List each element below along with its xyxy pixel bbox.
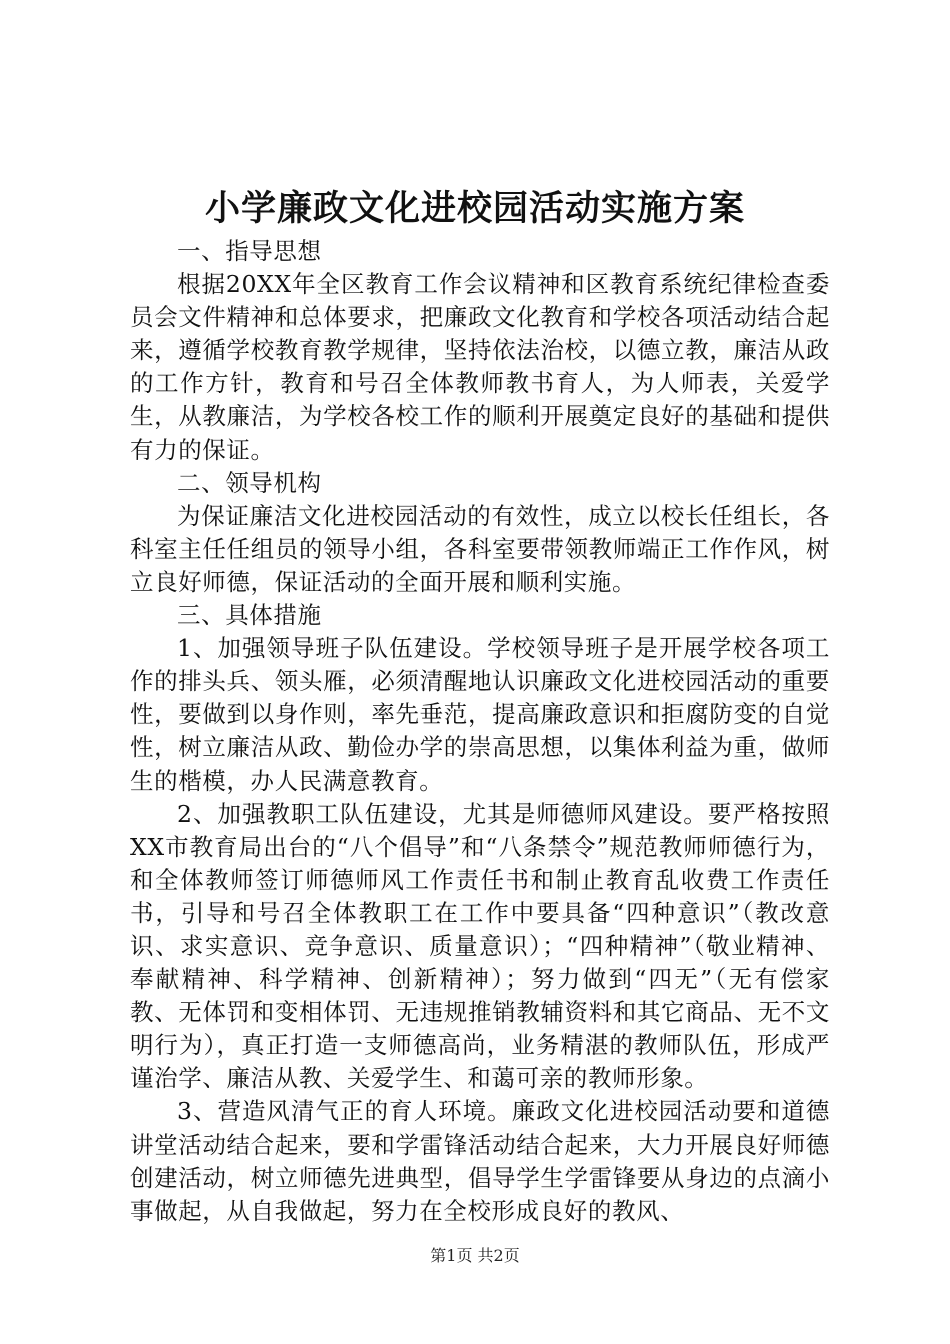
paragraph-measure-1: 1、加强领导班子队伍建设。学校领导班子是开展学校各项工作的排头兵、领头雁，必须清醒地认识廉政文化进校园活动的重要性，要做到以身作则，率先垂范，提高廉政意识和拒腐防变的自觉性，树立廉洁从政、勤俭办学的崇高思想，以集体利益为重，做师生的楷模，办人民满意教育。 xyxy=(130,634,830,795)
paragraph-measure-2: 2、加强教职工队伍建设，尤其是师德师风建设。要严格按照XX市教育局出台的“八个倡导”和“八条禁令”规范教师师德行为，和全体教师签订师德师风工作责任书和制止教育乱收费工作责任书，引导和号召全体教职工在工作中要具备“四种意识”（教改意识、求实意识、竞争意识、质量意识）；“四种精神”（敬业精神、奉献精神、科学精神、创新精神）；努力做到“四无”（无有偿家教、无体罚和变相体罚、无违规推销教辅资料和其它商品、无不文明行为），真正打造一支师德高尚，业务精湛的教师队伍，形成严谨治学、廉洁从教、关爱学生、和蔼可亲的教师形象。 xyxy=(130,799,830,1093)
section-heading-leadership: 二、领导机构 xyxy=(177,468,322,497)
paragraph-measure-3: 3、营造风清气正的育人环境。廉政文化进校园活动要和道德讲堂活动结合起来，要和学雷锋活动结合起来，大力开展良好师德创建活动，树立师德先进典型，倡导学生学雷锋要从身边的点滴小事做起，从自我做起，努力在全校形成良好的教风、 xyxy=(130,1097,830,1225)
page-number-footer: 第1页 共2页 xyxy=(430,1246,520,1265)
paragraph-leadership: 为保证廉洁文化进校园活动的有效性，成立以校长任组长，各科室主任任组员的领导小组，各科室要带领教师端正工作作风，树立良好师德，保证活动的全面开展和顺利实施。 xyxy=(130,501,830,596)
document-title: 小学廉政文化进校园活动实施方案 xyxy=(204,188,745,229)
paragraph-guiding-thought: 根据20XX年全区教育工作会议精神和区教育系统纪律检查委员会文件精神和总体要求，把廉政文化教育和学校各项活动结合起来，遵循学校教育教学规律，坚持依法治校，以德立教，廉洁从政的工作方针，教育和号召全体教师教书育人，为人师表，关爱学生，从教廉洁，为学校各校工作的顺利开展奠定良好的基础和提供有力的保证。 xyxy=(130,270,830,464)
document-body xyxy=(130,235,830,1228)
section-heading-measures: 三、具体措施 xyxy=(177,601,322,630)
section-heading-guiding-thought: 一、指导思想 xyxy=(177,237,322,265)
